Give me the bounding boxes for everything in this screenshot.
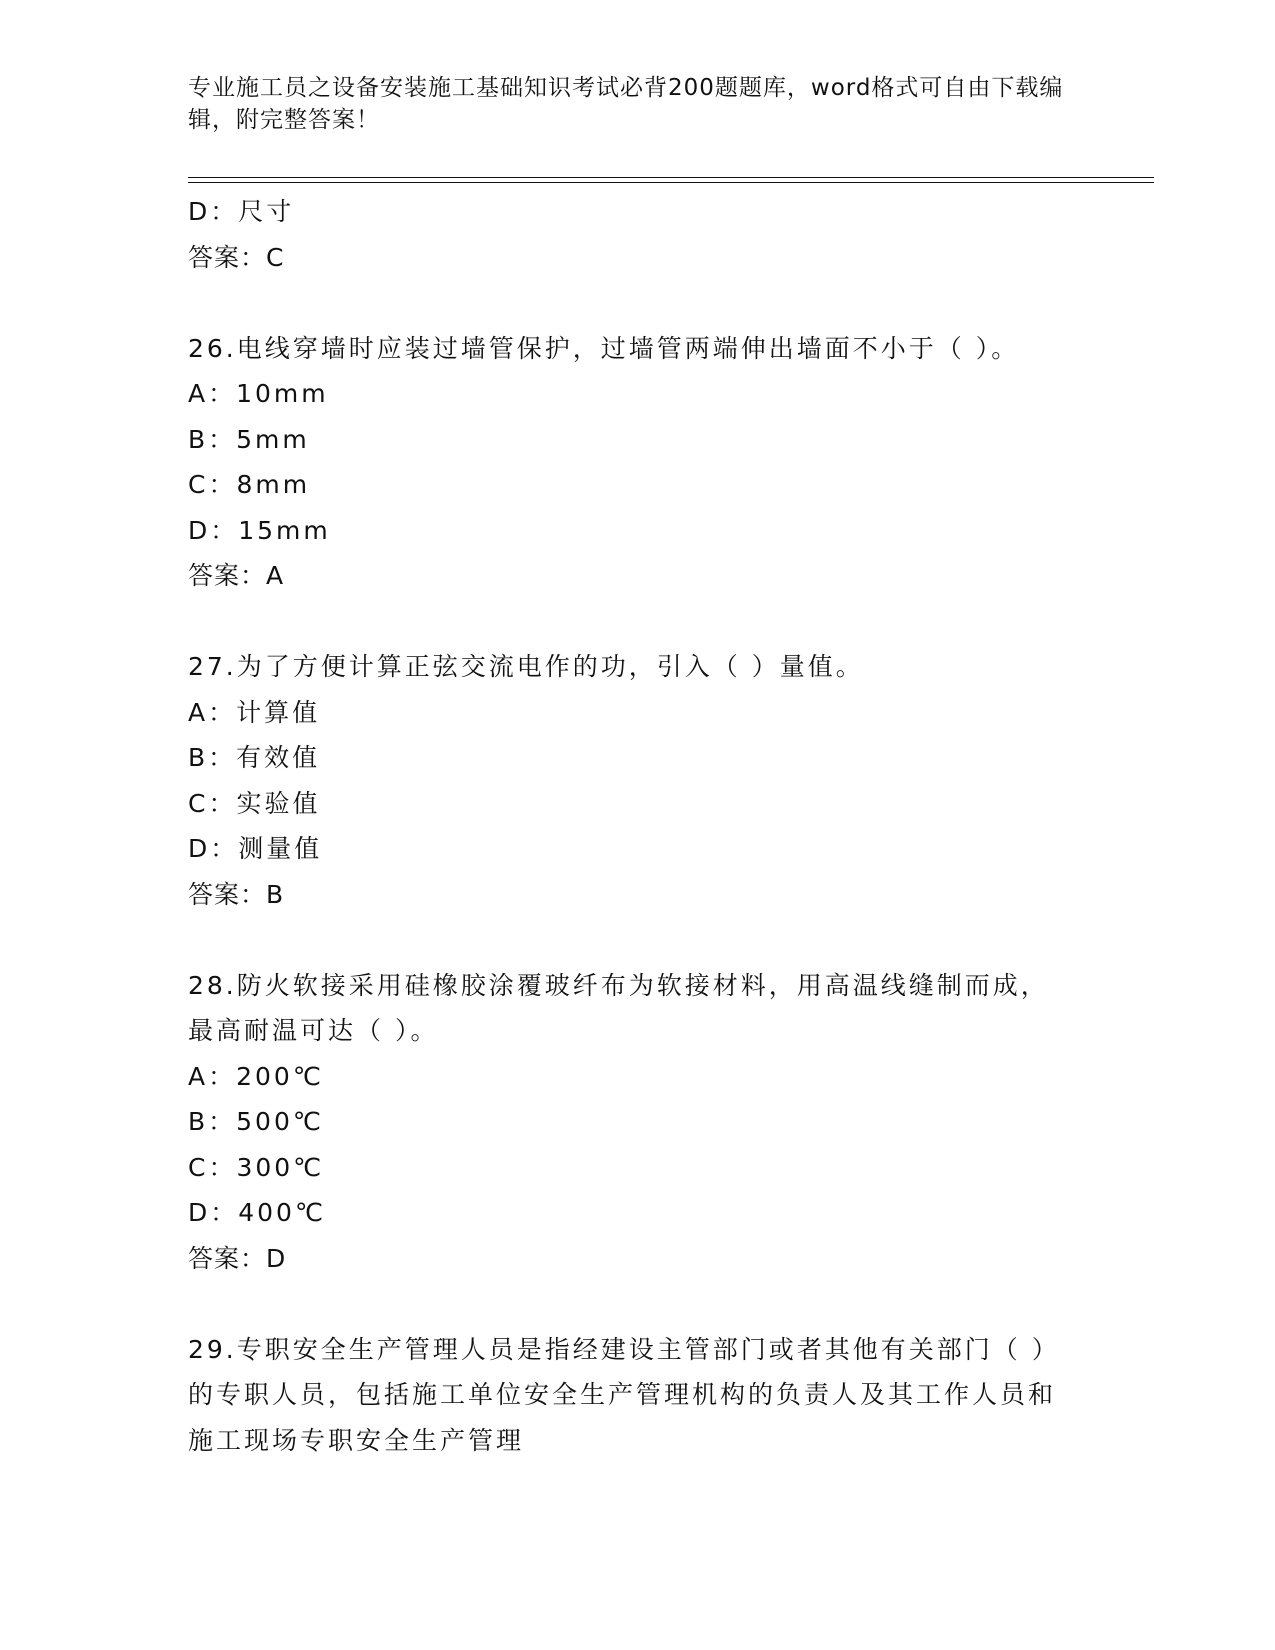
question-26-option-d: D：15mm: [188, 515, 331, 545]
question-27-option-d: D：测量值: [188, 834, 323, 863]
question-27-text: 27.为了方便计算正弦交流电作的功，引入（ ）量值。: [188, 652, 864, 681]
option-d-prev: D：尺寸: [188, 197, 295, 226]
question-28-option-d: D：400℃: [188, 1198, 327, 1227]
question-list: [188, 189, 1088, 1463]
question-26-option-a: A：10mm: [188, 379, 329, 408]
question-28-text: 28.防火软接采用硅橡胶涂覆玻纤布为软接材料，用高温线缝制而成，最高耐温可达（ ）。: [188, 970, 1049, 1045]
document-header: 专业施工员之设备安装施工基础知识考试必背200题题库，word格式可自由下载编辑，附完整答案！: [188, 75, 1064, 133]
question-28-option-b: B：500℃: [188, 1107, 324, 1136]
question-26-option-c: C：8mm: [188, 470, 311, 499]
spacer: [188, 917, 1088, 963]
question-26-answer: 答案：A: [188, 561, 285, 590]
question-29-text: 29.专职安全生产管理人员是指经建设主管部门或者其他有关部门（ ）的专职人员，包括施工单位安全生产管理机构的负责人及其工作人员和施工现场专职安全生产管理: [188, 1334, 1060, 1455]
question-28-option-c: C：300℃: [188, 1152, 325, 1182]
question-27-option-b: B：有效值: [188, 743, 321, 772]
header-divider-top: [188, 177, 1154, 178]
question-28-option-a: A：200℃: [188, 1061, 324, 1091]
question-27-option-a: A：计算值: [188, 697, 321, 727]
question-27-answer: 答案：B: [188, 879, 285, 909]
question-28-answer: 答案：D: [188, 1243, 287, 1273]
spacer: [188, 599, 1088, 645]
spacer: [188, 1281, 1088, 1327]
question-26-option-b: B：5mm: [188, 424, 310, 454]
question-26-text: 26.电线穿墙时应装过墙管保护，过墙管两端伸出墙面不小于（ ）。: [188, 333, 1020, 363]
question-27-option-c: C：实验值: [188, 788, 321, 818]
header-divider-bottom: [188, 182, 1154, 183]
spacer: [188, 280, 1088, 326]
answer-prev: 答案：C: [188, 242, 285, 272]
